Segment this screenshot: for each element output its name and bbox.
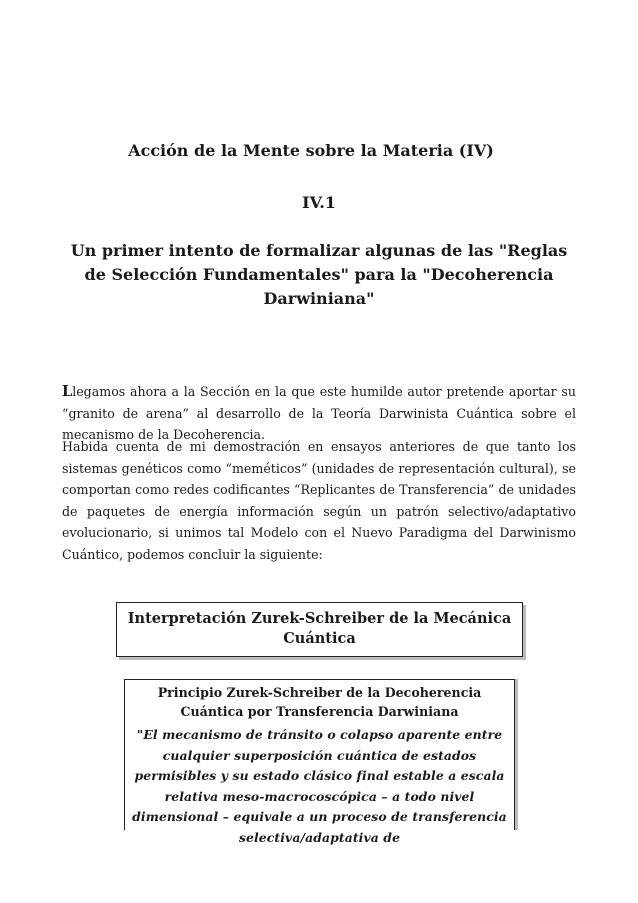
paragraph-context: Habida cuenta de mi demostración en ensayos anteriores de que tanto los sistemas genéticos como “meméticos” (unidades de representación cultural), se comportan como redes codificantes “Replicantes de Transferencia” de unidades de paquetes de energía información según un patrón selectivo/adaptativo evolucionario, si unimos tal Modelo con el Nuevo Paradigma del Darwinismo Cuántico, podemos concluir la siguiente: [62, 439, 576, 562]
principle-box [124, 679, 515, 845]
drop-cap: L [62, 383, 73, 400]
principle-quote: "El mecanismo de tránsito o colapso aparente entre cualquier superposición cuántica de estados permisibles y su estado clásico final estable a escala relativa meso-macrocoscópica – a todo nivel dimensional – equivale a un proceso de transferencia selectiva/adaptativa de [132, 727, 507, 845]
section-number: IV.1 [302, 193, 336, 212]
interpretation-title: Interpretación Zurek-Schreiber de la Mecánica Cuántica [127, 610, 512, 647]
document-title: Acción de la Mente sobre la Materia (IV) [128, 141, 494, 160]
paragraph-intro-text: legamos ahora a la Sección en la que este humilde autor pretende aportar su “granito de arena” al desarrollo de la Teoría Darwinista Cuántica sobre el mecanismo de la Decoherencia. [62, 384, 576, 442]
principle-title: Principio Zurek-Schreiber de la Decoherencia Cuántica por Transferencia Darwiniana [157, 685, 482, 719]
interpretation-box [116, 602, 523, 657]
section-title: Un primer intento de formalizar algunas de las "Reglas de Selección Fundamentales" para la "Decoherencia Darwiniana" [70, 241, 568, 308]
